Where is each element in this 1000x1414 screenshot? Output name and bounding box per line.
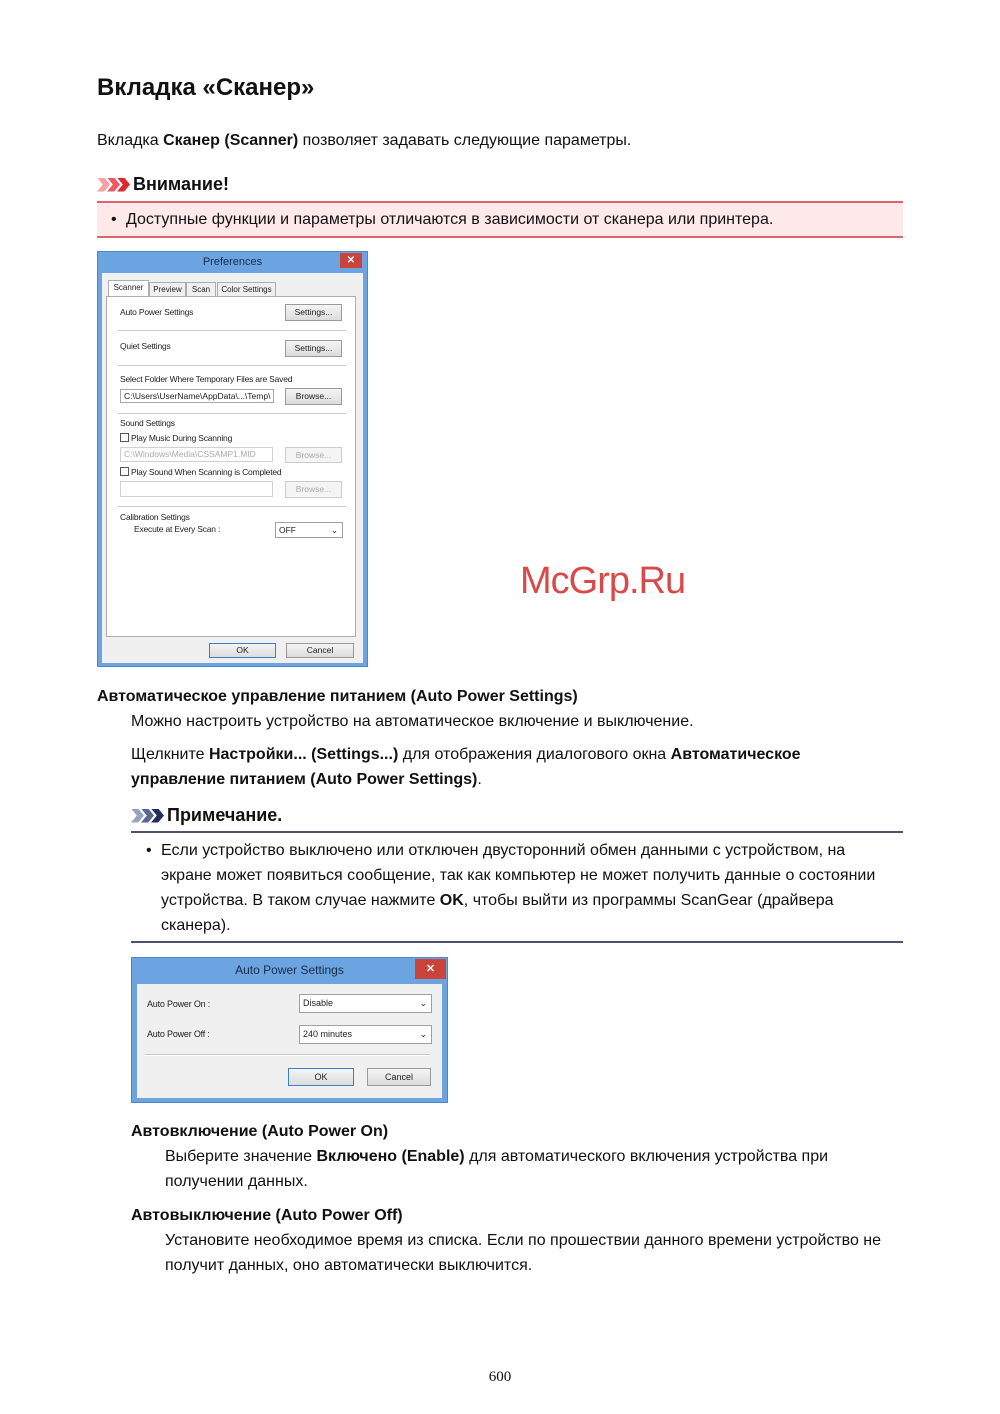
music-browse-button[interactable]: Browse... [285,447,342,463]
tab-scanner[interactable]: Scanner [108,280,149,296]
execute-label: Execute at Every Scan : [134,524,221,534]
text: . [477,771,482,788]
folder-path-input[interactable]: C:\Users\UserName\AppData\...\Temp\ [120,389,274,403]
music-path-input[interactable]: C:\Windows\Media\CSSAMP1.MID [120,447,273,462]
execute-value: OFF [279,525,296,535]
sound-settings-label: Sound Settings [120,418,175,428]
dialog-title: Preferences [202,256,263,268]
auto-power-settings-button[interactable]: Settings... [285,304,342,321]
quiet-settings-label: Quiet Settings [120,341,171,351]
text: Щелкните [131,746,209,763]
bold-text: Настройки... (Settings...) [208,746,399,763]
text: для автоматического включения устройства при получении данных. [165,1148,829,1190]
note-heading [131,805,282,826]
note-text [161,838,896,938]
divider [118,506,346,508]
auto-power-description: Можно настроить устройство на автоматическое включение и выключение. [131,713,694,730]
play-music-checkbox[interactable] [120,433,129,442]
auto-power-off-value: 240 minutes [303,1029,353,1039]
divider [118,365,346,367]
warning-box [97,201,903,238]
auto-power-on-heading: Автовключение (Auto Power On) [131,1123,389,1140]
tab-color-settings[interactable]: Color Settings [217,282,276,296]
chevron-down-icon: ⌄ [330,525,338,535]
note-box [131,831,903,943]
close-icon[interactable]: ✕ [415,959,446,979]
auto-power-label: Auto Power Settings [120,307,194,317]
warning-text: Доступные функции и параметры отличаются в зависимости от сканера или принтера. [126,211,774,228]
divider [145,1054,430,1056]
calibration-label: Calibration Settings [120,512,190,522]
intro-paragraph [97,128,631,153]
warning-chevrons-icon [97,178,127,192]
text: для отображения диалогового окна [398,746,671,763]
bold-text: OK [439,892,464,909]
sound-path-input[interactable] [120,481,273,497]
preferences-dialog [97,251,368,667]
ok-button[interactable]: OK [288,1068,354,1086]
play-sound-label: Play Sound When Scanning is Completed [131,467,282,477]
note-title: Примечание. [167,805,283,825]
text: Если устройство выключено или отключен двусторонний обмен данными с устройством, на экране может появиться сообщение, так как компьютер не может получить данные о состоянии устройства. В таком случае нажмите [161,842,876,909]
auto-power-off-label: Auto Power Off : [147,1029,210,1039]
auto-power-instruction [131,742,861,792]
bold-text: Включено (Enable) [316,1148,465,1165]
page-title: Вкладка «Сканер» [97,74,315,101]
page-number: 600 [488,1369,512,1385]
warning-title: Внимание! [133,174,229,194]
text: , чтобы выйти из программы ScanGear (драйвера сканера). [161,892,834,934]
bold-text: Автоматическое управление питанием (Auto Power Settings) [131,746,801,788]
execute-select[interactable] [275,522,343,538]
folder-browse-button[interactable]: Browse... [285,388,342,405]
auto-power-on-select[interactable] [299,994,432,1013]
auto-power-on-label: Auto Power On : [147,999,211,1009]
chevron-down-icon: ⌄ [419,1029,427,1039]
tab-scan[interactable]: Scan [186,282,216,296]
chevron-down-icon: ⌄ [419,998,427,1008]
intro-bold: Сканер (Scanner) [163,132,299,149]
ok-button[interactable]: OK [209,643,276,658]
auto-power-off-text: Установите необходимое время из списка. Если по прошествии данного времени устройство не получит данных, оно автоматически выключится. [165,1232,882,1274]
quiet-settings-button[interactable]: Settings... [285,340,342,357]
folder-label: Select Folder Where Temporary Files are Saved [120,374,293,384]
divider [118,413,346,415]
warning-heading [97,174,229,195]
note-chevrons-icon [131,809,161,823]
intro-text-end: позволяет задавать следующие параметры. [298,132,632,149]
bullet: • [146,842,152,859]
tab-preview[interactable]: Preview [149,282,186,296]
auto-power-off-heading: Автовыключение (Auto Power Off) [131,1207,403,1224]
close-icon[interactable]: ✕ [340,253,362,268]
text: Выберите значение [165,1148,317,1165]
intro-text: Вкладка [97,132,164,149]
auto-power-off-select[interactable] [299,1025,432,1044]
play-music-label: Play Music During Scanning [131,433,233,443]
sound-browse-button[interactable]: Browse... [285,481,342,498]
section-heading-auto-power: Автоматическое управление питанием (Auto Power Settings) [97,688,578,705]
divider [118,330,346,332]
auto-power-on-text [165,1144,895,1194]
cancel-button[interactable]: Cancel [367,1068,431,1086]
auto-power-on-value: Disable [303,998,334,1008]
watermark: McGrp.Ru [520,560,686,602]
play-sound-checkbox[interactable] [120,467,129,476]
auto-power-dialog [131,957,448,1103]
cancel-button[interactable]: Cancel [286,643,354,658]
dialog-title: Auto Power Settings [235,963,344,977]
bullet: • [111,211,117,228]
